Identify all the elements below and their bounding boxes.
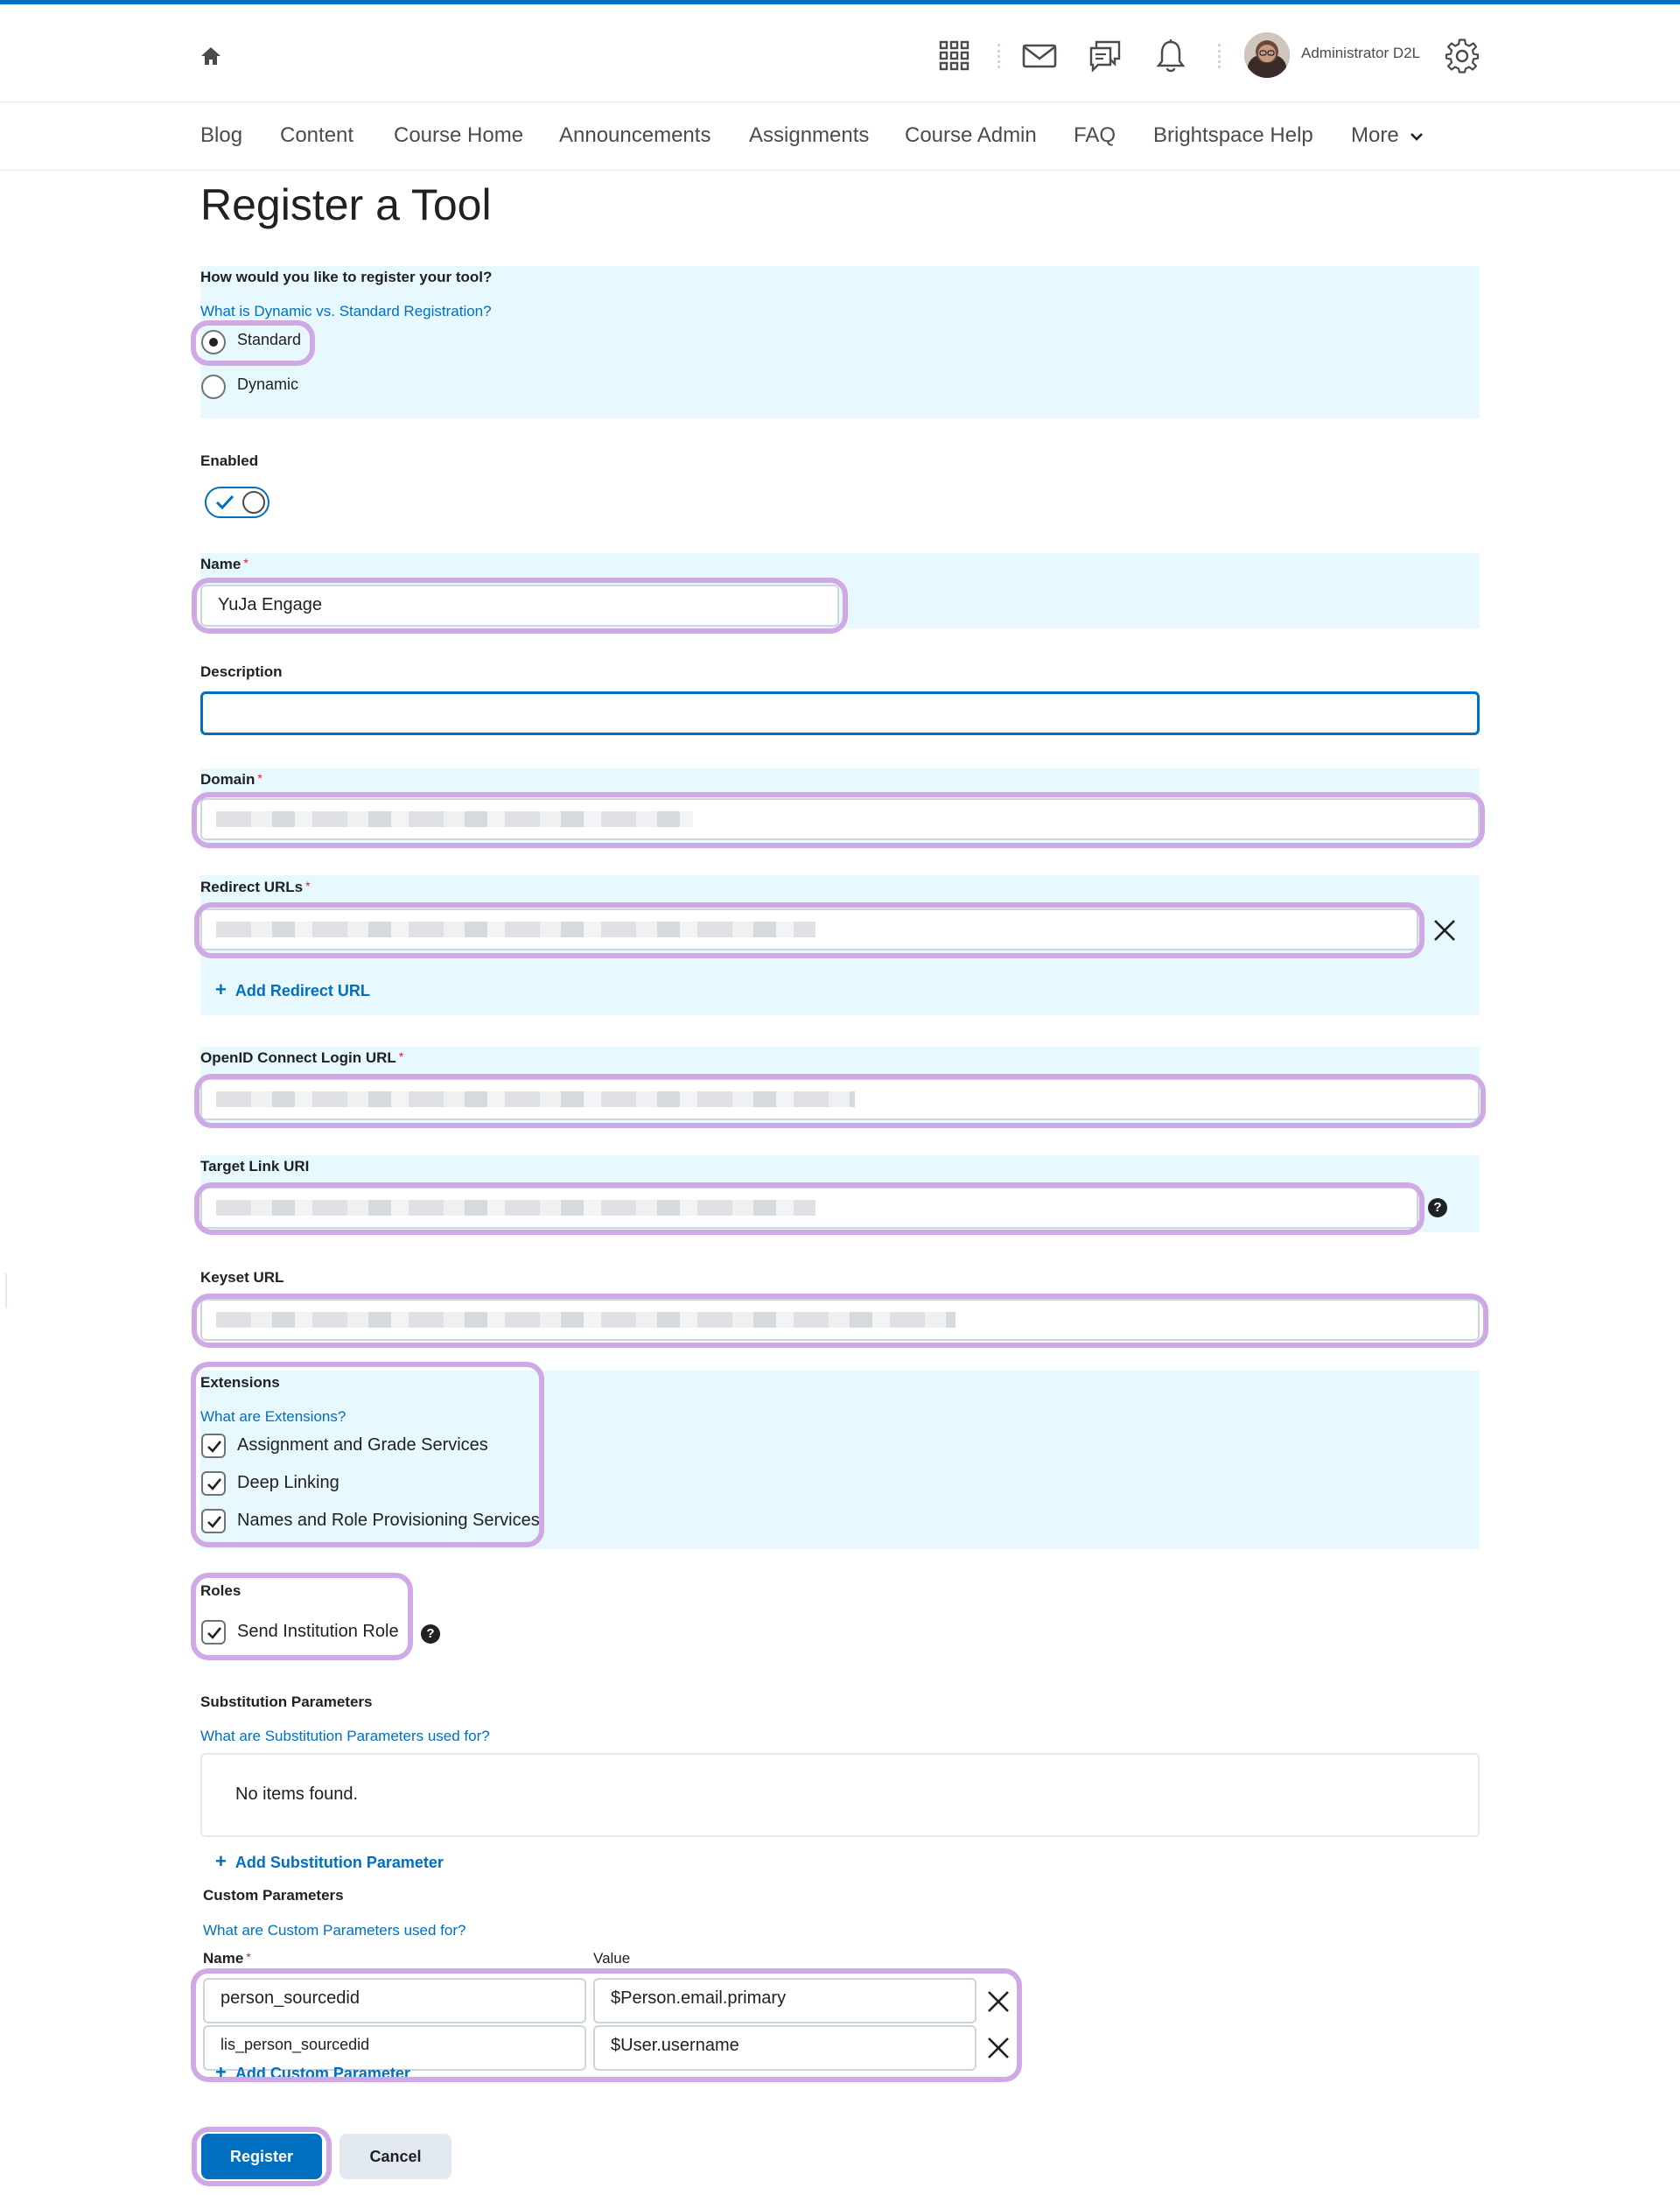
nav-item-announcements[interactable]: Announcements <box>559 123 711 147</box>
plus-icon: + <box>215 2067 227 2083</box>
nav-item-course-admin[interactable]: Course Admin <box>905 123 1037 147</box>
home-icon[interactable] <box>198 43 224 69</box>
radio-standard[interactable] <box>201 330 226 354</box>
nav-item-course-home[interactable]: Course Home <box>394 123 524 147</box>
openid-label-text: OpenID Connect Login URL <box>200 1049 396 1066</box>
substitution-label: Substitution Parameters <box>200 1694 373 1710</box>
custom-param-name-input[interactable]: person_sourcedid <box>203 1978 586 2023</box>
domain-label <box>200 771 262 789</box>
plus-icon: + <box>215 1850 227 1872</box>
custom-help-link[interactable]: What are Custom Parameters used for? <box>203 1922 466 1939</box>
add-substitution-parameter-button[interactable] <box>215 1850 444 1873</box>
highlight-target-link <box>194 1182 1424 1235</box>
page-edge-marker <box>5 1273 7 1308</box>
nav-item-blog[interactable]: Blog <box>200 123 243 147</box>
page-title: Register a Tool <box>200 180 492 229</box>
required-marker: * <box>398 1049 404 1063</box>
course-navbar <box>0 102 1680 171</box>
custom-value-header: Value <box>593 1950 631 1967</box>
custom-param-value-input[interactable]: $User.username <box>593 2025 976 2071</box>
plus-icon: + <box>215 978 227 1000</box>
highlight-redirect <box>194 902 1424 958</box>
toggle-knob <box>242 491 265 514</box>
remove-redirect-close-icon[interactable] <box>1430 915 1460 945</box>
registration-question: How would you like to register your tool? <box>200 269 493 285</box>
required-marker: * <box>243 556 248 570</box>
add-redirect-url-button[interactable] <box>215 978 370 1001</box>
name-input[interactable]: YuJa Engage <box>200 585 839 627</box>
nav-more-label: More <box>1351 123 1399 147</box>
roles-label: Roles <box>200 1582 242 1599</box>
extensions-label: Extensions <box>200 1374 280 1391</box>
description-input[interactable] <box>200 691 1480 735</box>
help-icon[interactable]: ? <box>1428 1198 1447 1217</box>
highlight-keyset <box>192 1294 1488 1348</box>
required-marker: * <box>246 1950 251 1964</box>
required-marker: * <box>305 879 311 893</box>
openid-label <box>200 1049 403 1067</box>
chat-icon[interactable] <box>1085 36 1125 76</box>
cancel-button[interactable]: Cancel <box>340 2134 452 2179</box>
mail-icon[interactable] <box>1019 36 1060 76</box>
enabled-toggle[interactable] <box>205 487 270 518</box>
highlight-extensions <box>191 1362 544 1547</box>
custom-name-header-text: Name <box>203 1950 244 1967</box>
bell-icon[interactable] <box>1151 36 1191 76</box>
enabled-label: Enabled <box>200 452 259 469</box>
header-separator <box>998 44 1000 68</box>
highlight-name <box>192 578 848 634</box>
target-link-label: Target Link URI <box>200 1158 310 1175</box>
custom-parameters-label: Custom Parameters <box>203 1887 344 1904</box>
add-custom-label: Add Custom Parameter <box>234 2067 410 2082</box>
highlight-domain <box>192 792 1485 848</box>
required-marker: * <box>257 771 262 785</box>
substitution-help-link[interactable]: What are Substitution Parameters used for? <box>200 1728 490 1744</box>
extension-label[interactable]: Deep Linking <box>237 1473 340 1492</box>
highlight-roles <box>191 1573 413 1660</box>
redirect-label <box>200 879 311 896</box>
substitution-list <box>200 1753 1480 1837</box>
register-button[interactable]: Register <box>201 2134 322 2179</box>
domain-label-text: Domain <box>200 771 256 788</box>
check-icon <box>215 494 234 511</box>
registration-help-link[interactable]: What is Dynamic vs. Standard Registration? <box>200 303 492 319</box>
custom-param-value-input[interactable]: $Person.email.primary <box>593 1978 976 2023</box>
help-icon[interactable]: ? <box>421 1624 440 1644</box>
nav-item-faq[interactable]: FAQ <box>1074 123 1116 147</box>
registration-section <box>200 266 1480 418</box>
user-name[interactable]: Administrator D2L <box>1301 45 1421 61</box>
avatar[interactable] <box>1244 32 1290 78</box>
send-institution-role-label[interactable]: Send Institution Role <box>237 1622 399 1641</box>
nav-item-content[interactable]: Content <box>280 123 354 147</box>
nav-item-brightspace-help[interactable]: Brightspace Help <box>1153 123 1313 147</box>
extension-label[interactable]: Assignment and Grade Services <box>237 1435 488 1455</box>
highlight-openid <box>194 1074 1486 1128</box>
extensions-help-link[interactable]: What are Extensions? <box>200 1408 346 1425</box>
highlight-custom-params <box>191 1968 1022 2082</box>
radio-dynamic-label[interactable]: Dynamic <box>237 375 299 393</box>
add-redirect-label: Add Redirect URL <box>234 982 370 999</box>
header <box>0 4 1680 102</box>
apps-grid-icon[interactable] <box>934 36 975 76</box>
radio-standard-label[interactable]: Standard <box>237 331 302 348</box>
nav-item-assignments[interactable]: Assignments <box>749 123 870 147</box>
name-label <box>200 556 248 573</box>
header-separator <box>1218 44 1221 68</box>
nav-item-more[interactable] <box>1351 123 1424 148</box>
keyset-label: Keyset URL <box>200 1269 284 1286</box>
redirect-label-text: Redirect URLs <box>200 879 304 895</box>
chevron-down-icon <box>1410 131 1424 142</box>
custom-name-header <box>203 1950 251 1967</box>
radio-dynamic[interactable] <box>201 375 226 399</box>
gear-icon[interactable] <box>1442 36 1482 76</box>
description-label: Description <box>200 663 283 680</box>
empty-state-text: No items found. <box>235 1785 359 1804</box>
highlight-register <box>192 2127 332 2186</box>
extension-label[interactable]: Names and Role Provisioning Services <box>237 1511 540 1530</box>
add-substitution-label: Add Substitution Parameter <box>234 1854 444 1871</box>
custom-param-name-input[interactable]: lis_person_sourcedid <box>203 2025 586 2071</box>
name-label-text: Name <box>200 556 242 572</box>
